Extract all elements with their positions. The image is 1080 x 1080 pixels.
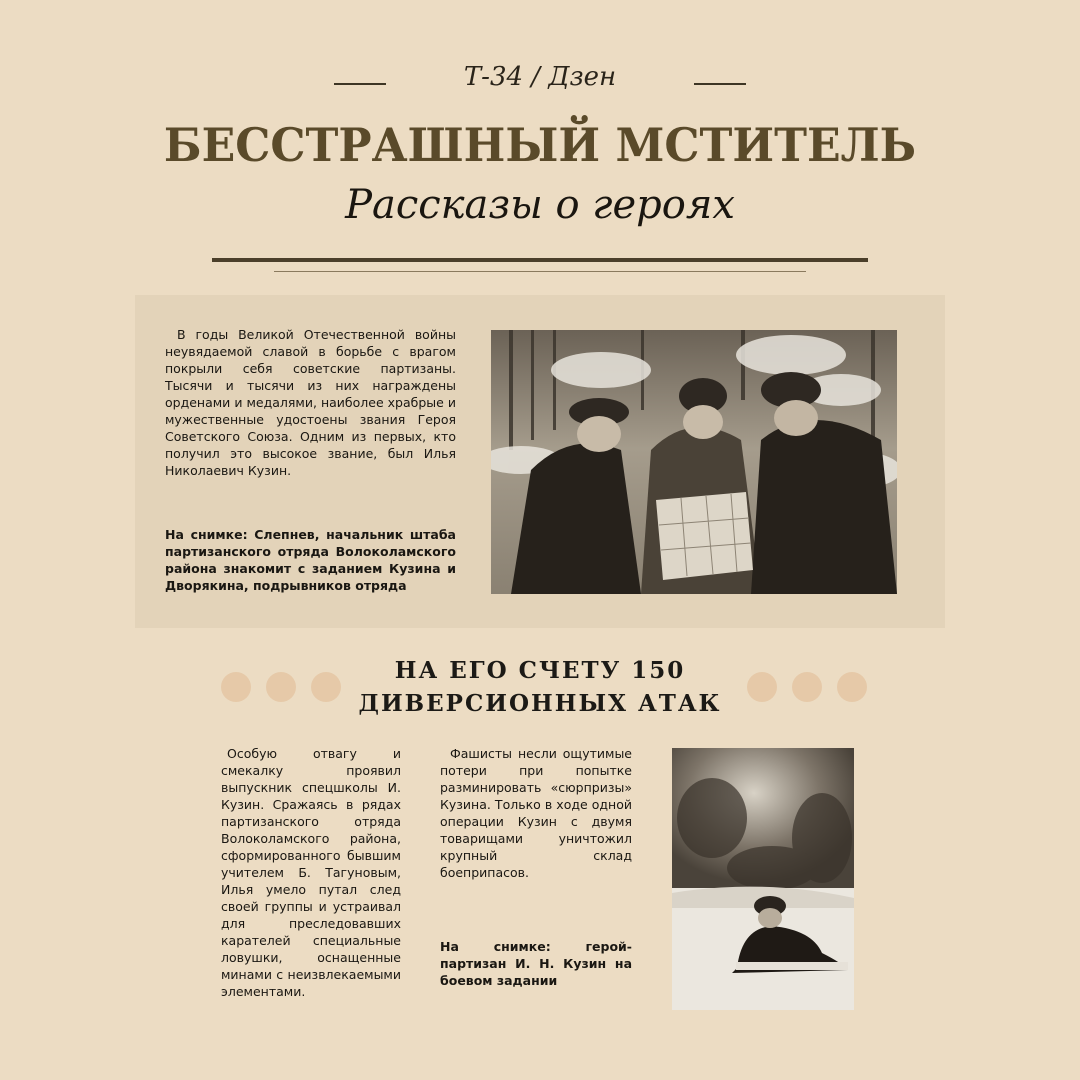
source-label: Т-34 / Дзен (463, 62, 617, 92)
decor-dot (792, 672, 822, 702)
header-rule-left (334, 83, 386, 85)
section-heading-line2: ДИВЕРСИОННЫХ АТАК (358, 690, 722, 717)
partisans-map-photo (491, 330, 897, 594)
decor-dot (837, 672, 867, 702)
title-divider-thick (212, 258, 868, 262)
body-column-2: Фашисты несли ощутимые потери при попытке разминировать «сюрпризы» Кузина. Только в ходе одной операции Кузин с двумя товарищами уничтожил крупный склад боеприпасов. (440, 746, 632, 880)
kuzin-combat-photo (672, 748, 854, 1010)
section-photo-caption: На снимке: герой-партизан И. Н. Кузин на боевом задании (440, 939, 632, 988)
section-heading-line1: НА ЕГО СЧЕТУ 150 (394, 657, 686, 684)
page-title: БЕССТРАШНЫЙ МСТИТЕЛЬ (163, 118, 917, 172)
decor-dot (266, 672, 296, 702)
header-rule-right (694, 83, 746, 85)
section-heading (320, 654, 760, 720)
decor-dot (221, 672, 251, 702)
intro-photo-caption: На снимке: Слепнев, начальник штаба партизанского отряда Волоколамского района знакомит с заданием Кузина и Дворякина, подрывников отряда (165, 527, 456, 593)
intro-paragraph: В годы Великой Отечественной войны неувядаемой славой в борьбе с врагом покрыли себя советские партизаны. Тысячи и тысячи из них награждены орденами и медалями, наиболее храбрые и мужественные удостоены звания Героя Советского Союза. Одним из первых, кто получил это высокое звание, был Илья Николаевич Кузин. (165, 327, 456, 478)
page-subtitle: Рассказы о героях (345, 182, 735, 228)
body-column-1: Особую отвагу и смекалку проявил выпускник спецшколы И. Кузин. Сражаясь в рядах партизанского отряда Волоколамского района, сформированного бывшим учителем Б. Тагуновым, Илья умело путал след своей группы и устраивал для преследовавших карателей специальные ловушки, оснащенные минами с неизвлекаемыми элементами. (221, 746, 401, 999)
title-divider-thin (274, 271, 806, 272)
